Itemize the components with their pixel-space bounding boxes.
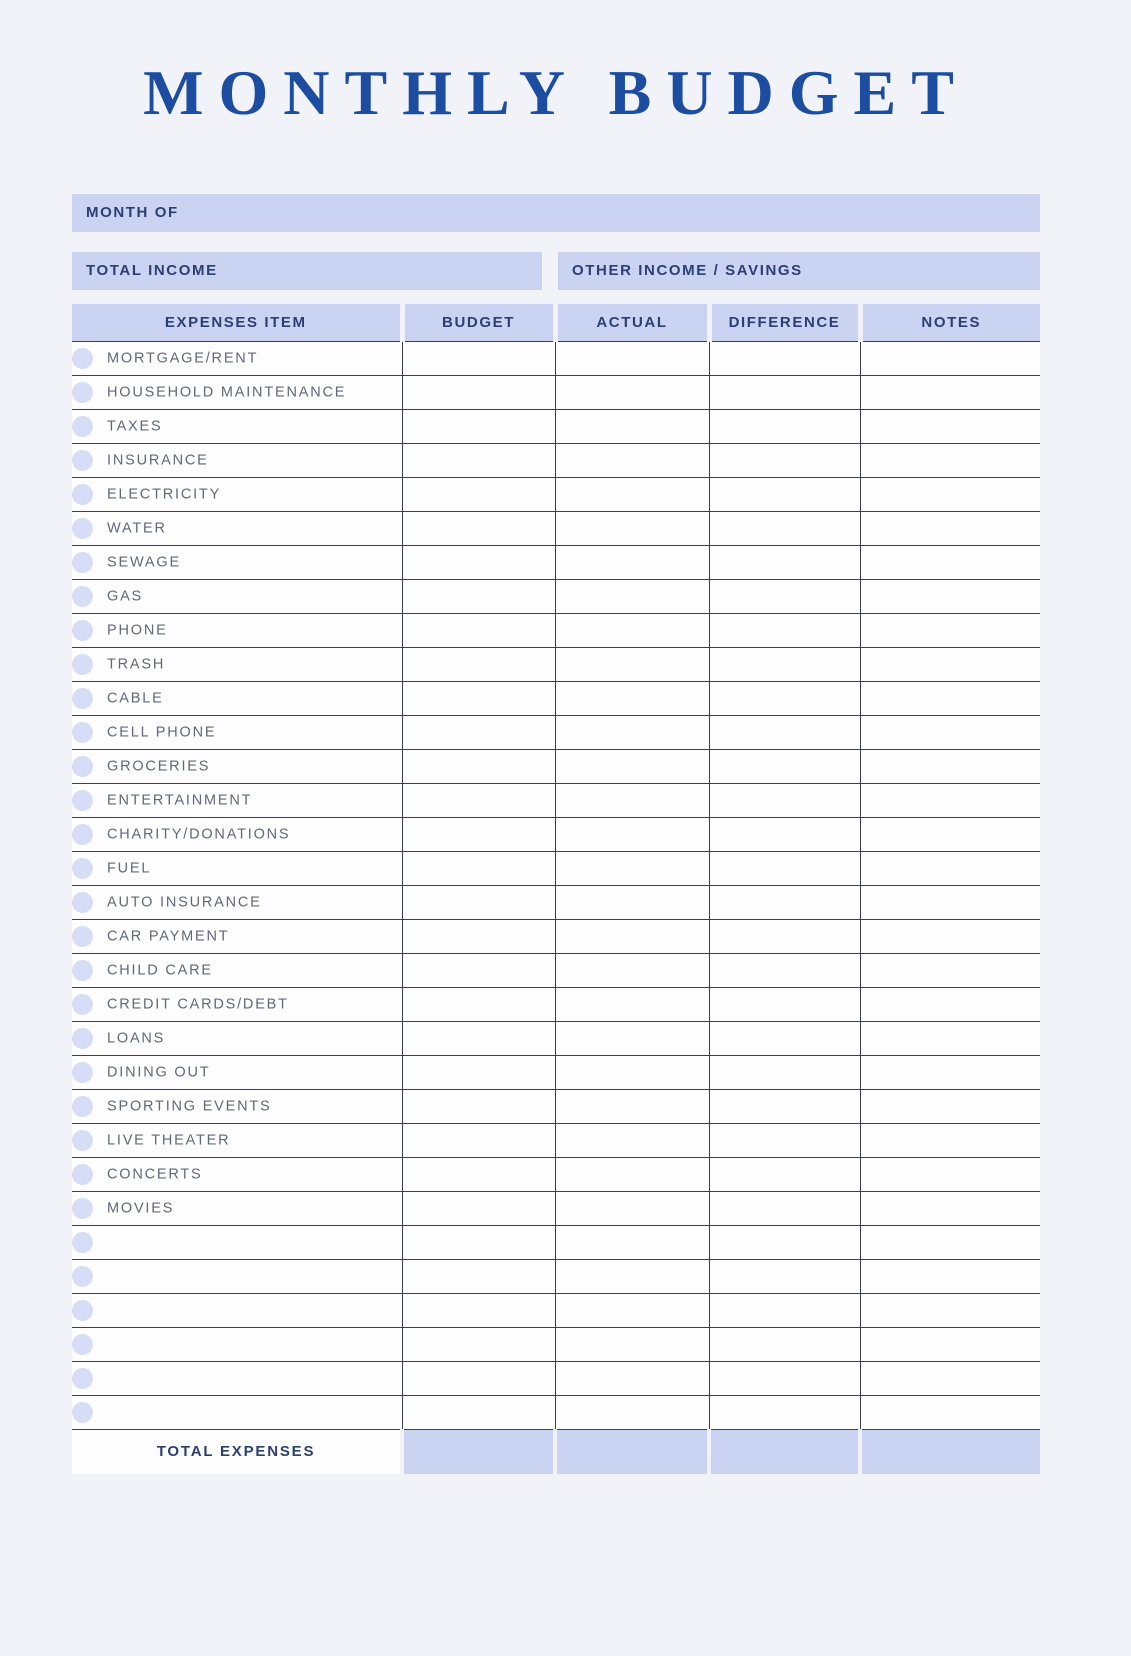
- difference-cell: [709, 1158, 860, 1192]
- expense-item-cell: [72, 546, 402, 580]
- budget-cell: [402, 1090, 555, 1124]
- actual-cell: [555, 988, 709, 1022]
- difference-cell: [709, 784, 860, 818]
- row-label: WATER: [107, 520, 167, 537]
- month-of-field: [72, 194, 1040, 232]
- row-label: FUEL: [107, 860, 152, 877]
- actual-cell: [555, 954, 709, 988]
- budget-cell: [402, 716, 555, 750]
- row-label: INSURANCE: [107, 452, 209, 469]
- difference-cell: [709, 954, 860, 988]
- budget-cell: [402, 444, 555, 478]
- bullet-icon: [72, 1028, 93, 1049]
- difference-cell: [709, 886, 860, 920]
- budget-cell: [402, 750, 555, 784]
- row-label: GAS: [107, 588, 144, 605]
- notes-cell: [860, 954, 1040, 988]
- expense-item-cell: [72, 580, 402, 614]
- table-row: [72, 682, 1040, 716]
- table-row: [72, 716, 1040, 750]
- header-budget: BUDGET: [402, 304, 555, 342]
- expense-item-cell: [72, 376, 402, 410]
- row-label: ELECTRICITY: [107, 486, 222, 503]
- budget-cell: [402, 410, 555, 444]
- row-label: CHILD CARE: [107, 962, 213, 979]
- difference-cell: [709, 342, 860, 376]
- expense-item-cell: [72, 614, 402, 648]
- bullet-icon: [72, 1164, 93, 1185]
- expense-item-cell: [72, 1158, 402, 1192]
- budget-page: [0, 56, 1131, 1656]
- expense-item-cell: [72, 444, 402, 478]
- budget-cell: [402, 682, 555, 716]
- difference-cell: [709, 1260, 860, 1294]
- table-row: [72, 1396, 1040, 1430]
- budget-cell: [402, 1226, 555, 1260]
- bullet-icon: [72, 858, 93, 879]
- actual-cell: [555, 478, 709, 512]
- table-row: [72, 376, 1040, 410]
- difference-cell: [709, 648, 860, 682]
- notes-cell: [860, 1056, 1040, 1090]
- expense-item-cell: [72, 1192, 402, 1226]
- budget-cell: [402, 614, 555, 648]
- budget-cell: [402, 1022, 555, 1056]
- difference-cell: [709, 546, 860, 580]
- table-row: [72, 818, 1040, 852]
- expenses-table: [72, 304, 1040, 1474]
- notes-cell: [860, 852, 1040, 886]
- budget-cell: [402, 1362, 555, 1396]
- expense-item-cell: [72, 954, 402, 988]
- actual-cell: [555, 1124, 709, 1158]
- actual-cell: [555, 682, 709, 716]
- bullet-icon: [72, 552, 93, 573]
- notes-cell: [860, 1090, 1040, 1124]
- notes-cell: [860, 1362, 1040, 1396]
- notes-cell: [860, 648, 1040, 682]
- difference-cell: [709, 1226, 860, 1260]
- bullet-icon: [72, 1266, 93, 1287]
- row-label: SEWAGE: [107, 554, 181, 571]
- expense-item-cell: [72, 818, 402, 852]
- row-label: AUTO INSURANCE: [107, 894, 262, 911]
- budget-cell: [402, 954, 555, 988]
- budget-cell: [402, 1294, 555, 1328]
- actual-cell: [555, 1192, 709, 1226]
- total-income-field: [72, 252, 542, 290]
- bullet-icon: [72, 1300, 93, 1321]
- difference-cell: [709, 920, 860, 954]
- bullet-icon: [72, 926, 93, 947]
- difference-cell: [709, 1192, 860, 1226]
- actual-cell: [555, 1022, 709, 1056]
- actual-cell: [555, 444, 709, 478]
- expense-item-cell: [72, 1124, 402, 1158]
- actual-cell: [555, 1260, 709, 1294]
- budget-cell: [402, 1056, 555, 1090]
- bullet-icon: [72, 1334, 93, 1355]
- table-row: [72, 614, 1040, 648]
- bullet-icon: [72, 1368, 93, 1389]
- month-of-label: MONTH OF: [86, 204, 179, 222]
- actual-cell: [555, 1158, 709, 1192]
- table-row: [72, 410, 1040, 444]
- page-title: MONTHLY BUDGET: [143, 57, 969, 128]
- total-notes-cell: [860, 1430, 1040, 1474]
- difference-cell: [709, 376, 860, 410]
- bullet-icon: [72, 960, 93, 981]
- expense-item-cell: [72, 852, 402, 886]
- table-row: [72, 1226, 1040, 1260]
- table-row: [72, 648, 1040, 682]
- total-income-label: TOTAL INCOME: [86, 262, 218, 280]
- budget-cell: [402, 1328, 555, 1362]
- budget-cell: [402, 512, 555, 546]
- expense-item-cell: [72, 342, 402, 376]
- row-label: HOUSEHOLD MAINTENANCE: [107, 384, 347, 401]
- expense-item-cell: [72, 750, 402, 784]
- table-row: [72, 1056, 1040, 1090]
- budget-cell: [402, 1260, 555, 1294]
- actual-cell: [555, 784, 709, 818]
- row-label: SPORTING EVENTS: [107, 1098, 272, 1115]
- actual-cell: [555, 1226, 709, 1260]
- budget-cell: [402, 1124, 555, 1158]
- notes-cell: [860, 920, 1040, 954]
- bullet-icon: [72, 1130, 93, 1151]
- notes-cell: [860, 1158, 1040, 1192]
- table-row: [72, 1260, 1040, 1294]
- notes-cell: [860, 1192, 1040, 1226]
- header-notes: NOTES: [860, 304, 1040, 342]
- table-row: [72, 852, 1040, 886]
- table-row: [72, 1328, 1040, 1362]
- budget-cell: [402, 852, 555, 886]
- bullet-icon: [72, 790, 93, 811]
- bullet-icon: [72, 1232, 93, 1253]
- expense-item-cell: [72, 512, 402, 546]
- notes-cell: [860, 444, 1040, 478]
- expense-item-cell: [72, 1022, 402, 1056]
- actual-cell: [555, 1090, 709, 1124]
- difference-cell: [709, 444, 860, 478]
- total-difference-cell: [709, 1430, 860, 1474]
- notes-cell: [860, 886, 1040, 920]
- expense-item-cell: [72, 784, 402, 818]
- income-section: [72, 252, 1040, 290]
- row-label: DINING OUT: [107, 1064, 211, 1081]
- difference-cell: [709, 988, 860, 1022]
- notes-cell: [860, 614, 1040, 648]
- table-row: [72, 784, 1040, 818]
- table-row: [72, 1124, 1040, 1158]
- total-budget-cell: [402, 1430, 555, 1474]
- bullet-icon: [72, 586, 93, 607]
- row-label: CABLE: [107, 690, 164, 707]
- budget-cell: [402, 1158, 555, 1192]
- difference-cell: [709, 750, 860, 784]
- expense-item-cell: [72, 648, 402, 682]
- actual-cell: [555, 546, 709, 580]
- actual-cell: [555, 886, 709, 920]
- actual-cell: [555, 1396, 709, 1430]
- header-actual: ACTUAL: [555, 304, 709, 342]
- notes-cell: [860, 410, 1040, 444]
- bullet-icon: [72, 722, 93, 743]
- bullet-icon: [72, 824, 93, 845]
- actual-cell: [555, 376, 709, 410]
- table-row: [72, 478, 1040, 512]
- difference-cell: [709, 478, 860, 512]
- notes-cell: [860, 1260, 1040, 1294]
- notes-cell: [860, 682, 1040, 716]
- row-label: CREDIT CARDS/DEBT: [107, 996, 289, 1013]
- expense-item-cell: [72, 988, 402, 1022]
- table-row: [72, 342, 1040, 376]
- notes-cell: [860, 376, 1040, 410]
- actual-cell: [555, 512, 709, 546]
- header-expenses-item: EXPENSES ITEM: [72, 304, 402, 342]
- budget-cell: [402, 546, 555, 580]
- expense-item-cell: [72, 1260, 402, 1294]
- notes-cell: [860, 580, 1040, 614]
- row-label: PHONE: [107, 622, 168, 639]
- difference-cell: [709, 852, 860, 886]
- row-label: LIVE THEATER: [107, 1132, 231, 1149]
- bullet-icon: [72, 382, 93, 403]
- bullet-icon: [72, 1402, 93, 1423]
- table-row: [72, 1022, 1040, 1056]
- difference-cell: [709, 818, 860, 852]
- notes-cell: [860, 342, 1040, 376]
- total-actual-cell: [555, 1430, 709, 1474]
- difference-cell: [709, 1022, 860, 1056]
- row-label: MORTGAGE/RENT: [107, 350, 259, 367]
- notes-cell: [860, 750, 1040, 784]
- budget-cell: [402, 478, 555, 512]
- row-label: LOANS: [107, 1030, 166, 1047]
- difference-cell: [709, 1056, 860, 1090]
- notes-cell: [860, 478, 1040, 512]
- row-label: CELL PHONE: [107, 724, 217, 741]
- table-row: [72, 444, 1040, 478]
- notes-cell: [860, 512, 1040, 546]
- bullet-icon: [72, 1062, 93, 1083]
- table-row: [72, 920, 1040, 954]
- difference-cell: [709, 580, 860, 614]
- budget-cell: [402, 1192, 555, 1226]
- row-label: TAXES: [107, 418, 163, 435]
- actual-cell: [555, 818, 709, 852]
- actual-cell: [555, 1294, 709, 1328]
- expense-item-cell: [72, 716, 402, 750]
- difference-cell: [709, 1396, 860, 1430]
- actual-cell: [555, 580, 709, 614]
- actual-cell: [555, 852, 709, 886]
- difference-cell: [709, 716, 860, 750]
- expense-item-cell: [72, 920, 402, 954]
- table-row: [72, 1362, 1040, 1396]
- table-row: [72, 750, 1040, 784]
- difference-cell: [709, 682, 860, 716]
- row-label: TRASH: [107, 656, 166, 673]
- expense-item-cell: [72, 1362, 402, 1396]
- bullet-icon: [72, 892, 93, 913]
- difference-cell: [709, 1090, 860, 1124]
- bullet-icon: [72, 1198, 93, 1219]
- notes-cell: [860, 1328, 1040, 1362]
- table-row: [72, 1294, 1040, 1328]
- budget-cell: [402, 886, 555, 920]
- bullet-icon: [72, 348, 93, 369]
- budget-cell: [402, 376, 555, 410]
- budget-cell: [402, 818, 555, 852]
- actual-cell: [555, 1056, 709, 1090]
- expense-item-cell: [72, 1090, 402, 1124]
- expense-item-cell: [72, 886, 402, 920]
- actual-cell: [555, 648, 709, 682]
- notes-cell: [860, 1294, 1040, 1328]
- actual-cell: [555, 342, 709, 376]
- notes-cell: [860, 784, 1040, 818]
- expense-item-cell: [72, 410, 402, 444]
- table-row: [72, 546, 1040, 580]
- actual-cell: [555, 1362, 709, 1396]
- budget-cell: [402, 648, 555, 682]
- notes-cell: [860, 1226, 1040, 1260]
- row-label: ENTERTAINMENT: [107, 792, 253, 809]
- notes-cell: [860, 818, 1040, 852]
- row-label: CHARITY/DONATIONS: [107, 826, 291, 843]
- bullet-icon: [72, 1096, 93, 1117]
- expense-item-cell: [72, 1396, 402, 1430]
- bullet-icon: [72, 756, 93, 777]
- bullet-icon: [72, 688, 93, 709]
- expenses-table-header: [72, 304, 1040, 342]
- table-row: [72, 512, 1040, 546]
- bullet-icon: [72, 518, 93, 539]
- bullet-icon: [72, 654, 93, 675]
- notes-cell: [860, 716, 1040, 750]
- difference-cell: [709, 1328, 860, 1362]
- table-row: [72, 1192, 1040, 1226]
- actual-cell: [555, 410, 709, 444]
- actual-cell: [555, 750, 709, 784]
- notes-cell: [860, 546, 1040, 580]
- budget-cell: [402, 1396, 555, 1430]
- difference-cell: [709, 512, 860, 546]
- notes-cell: [860, 1396, 1040, 1430]
- table-row: [72, 988, 1040, 1022]
- difference-cell: [709, 410, 860, 444]
- table-row: [72, 1090, 1040, 1124]
- notes-cell: [860, 1022, 1040, 1056]
- expenses-table-footer: [72, 1430, 1040, 1474]
- total-expenses-row: [72, 1430, 1040, 1474]
- table-row: [72, 580, 1040, 614]
- budget-cell: [402, 342, 555, 376]
- bullet-icon: [72, 416, 93, 437]
- expense-item-cell: [72, 1226, 402, 1260]
- difference-cell: [709, 614, 860, 648]
- difference-cell: [709, 1294, 860, 1328]
- expense-item-cell: [72, 478, 402, 512]
- actual-cell: [555, 920, 709, 954]
- bullet-icon: [72, 994, 93, 1015]
- budget-cell: [402, 784, 555, 818]
- budget-cell: [402, 580, 555, 614]
- actual-cell: [555, 1328, 709, 1362]
- bullet-icon: [72, 620, 93, 641]
- actual-cell: [555, 614, 709, 648]
- expense-item-cell: [72, 1056, 402, 1090]
- bullet-icon: [72, 484, 93, 505]
- expense-item-cell: [72, 1294, 402, 1328]
- bullet-icon: [72, 450, 93, 471]
- expense-item-cell: [72, 682, 402, 716]
- actual-cell: [555, 716, 709, 750]
- notes-cell: [860, 1124, 1040, 1158]
- row-label: CAR PAYMENT: [107, 928, 230, 945]
- budget-cell: [402, 988, 555, 1022]
- row-label: MOVIES: [107, 1200, 175, 1217]
- expense-item-cell: [72, 1328, 402, 1362]
- row-label: CONCERTS: [107, 1166, 203, 1183]
- expenses-table-body: [72, 342, 1040, 1430]
- table-row: [72, 886, 1040, 920]
- row-label: GROCERIES: [107, 758, 211, 775]
- notes-cell: [860, 988, 1040, 1022]
- header-difference: DIFFERENCE: [709, 304, 860, 342]
- table-row: [72, 1158, 1040, 1192]
- other-income-savings-field: [558, 252, 1040, 290]
- other-income-savings-label: OTHER INCOME / SAVINGS: [572, 262, 803, 280]
- table-row: [72, 954, 1040, 988]
- total-expenses-label: TOTAL EXPENSES: [72, 1430, 402, 1474]
- difference-cell: [709, 1124, 860, 1158]
- difference-cell: [709, 1362, 860, 1396]
- budget-cell: [402, 920, 555, 954]
